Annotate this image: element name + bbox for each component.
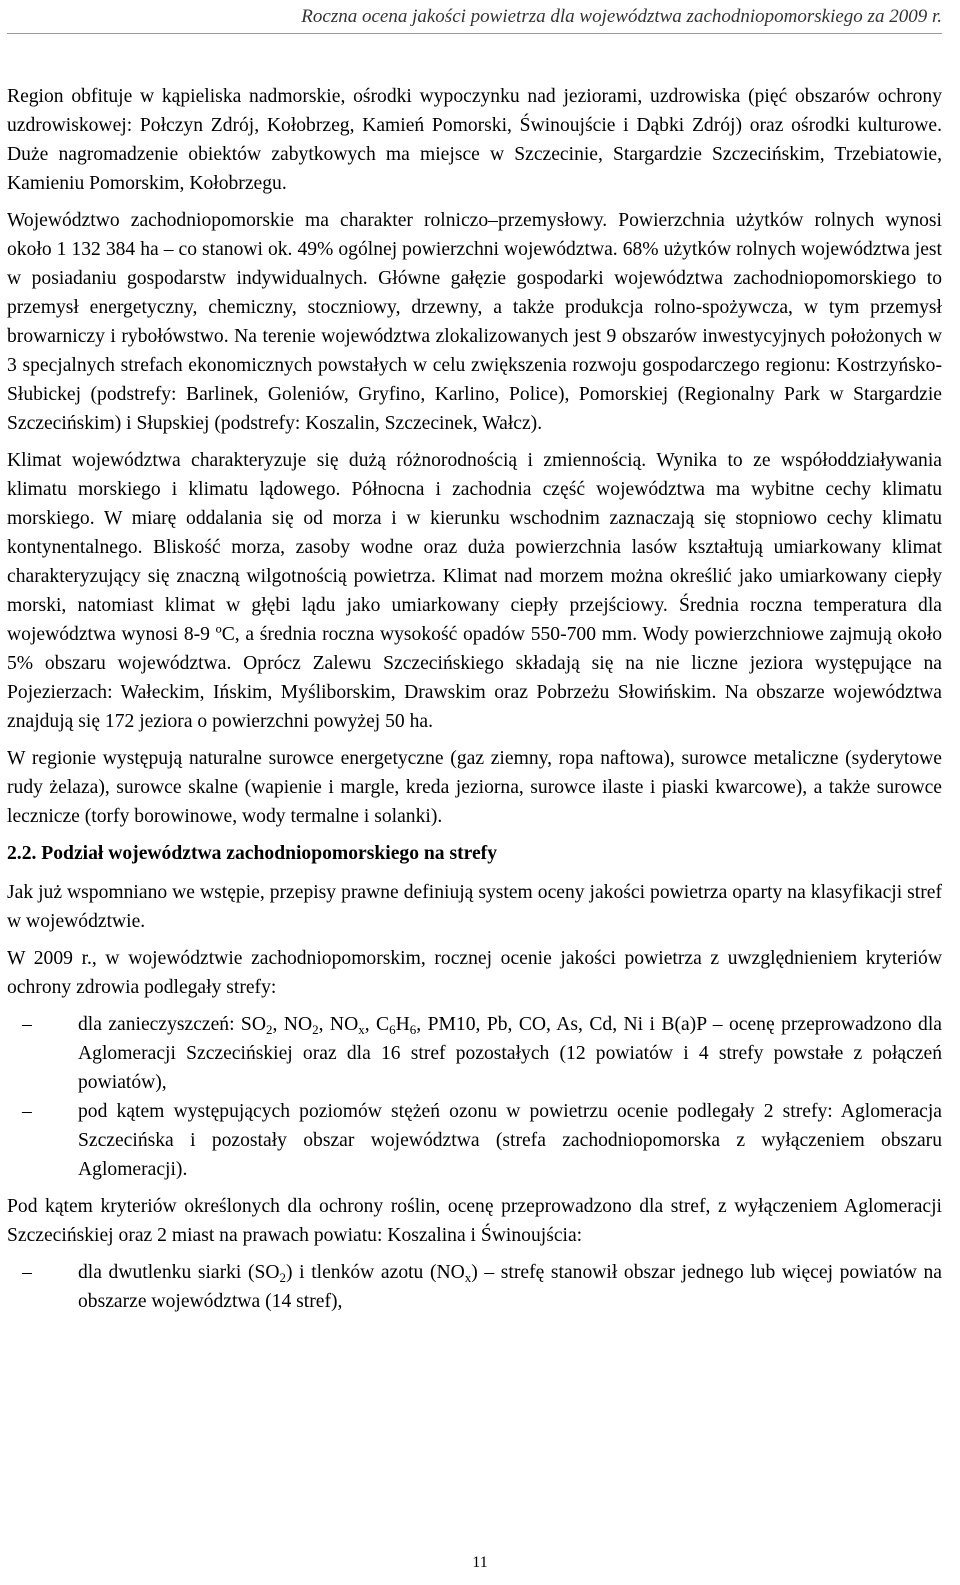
paragraph-plant-protection: Pod kątem kryteriów określonych dla ochrony roślin, ocenę przeprowadzono dla stref, z wyłączeniem Aglomeracji Szczecińskiej oraz 2 miast na prawach powiatu: Koszalina i Świnoujścia: [7, 1196, 942, 1246]
paragraph-zones-2009: W 2009 r., w województwie zachodniopomorskim, rocznej ocenie jakości powietrza z uwzględnieniem kryteriów ochrony zdrowia podlegały strefy: [7, 948, 942, 998]
list-item: – dla zanieczyszczeń: $SO_2$, $NO_2$, $NO_x$, $C_6H_6$, PM10, Pb, CO, As, Cd, Ni i B(a)P – ocenę przeprowadzono dla Aglomeracji Szczecińskiej oraz dla 16 stref pozostałych (12 powiatów i 4 strefy powstałe z połączeń powiatów), [7, 1010, 942, 1097]
dash-bullet: – [22, 1101, 32, 1122]
page-number: 11 [472, 1554, 488, 1571]
paragraph-economy: Województwo zachodniopomorskie ma charakter rolniczo–przemysłowy. Powierzchnia użytków rolnych wynosi około 1 132 384 ha – co stanowi ok. 49% ogólnej powierzchni województwa. 68% użytków rolnych województwa jest w posiadaniu gospodarstw indywidualnych. Główne gałęzie gospodarki województwa zachodniopomorskiego to przemysł energetyczny, chemiczny, stoczniowy, drzewny, a także produkcja rolno-spożywcza, w tym przemysł browarniczy i rybołówstwo. Na terenie województwa zlokalizowanych jest 9 obszarów inwestycyjnych położonych w 3 specjalnych strefach ekonomicznych powstałych w celu zwiększenia rozwoju gospodarczego regionu: Kostrzyńsko-Słubickej (podstrefy: Barlinek, Goleniów, Gryfino, Karlino, Police), Pomorskiej (Regionalny Park w Stargardzie Szczecińskim) i Słupskiej (podstrefy: Koszalin, Szczecinek, Wałcz). [7, 210, 942, 434]
list-item: – pod kątem występujących poziomów stężeń ozonu w powietrzu ocenie podlegały 2 strefy: Aglomeracja Szczecińska i pozostały obszar województwa (strefa zachodniopomorska z wyłączeniem obszaru Aglomeracji). [7, 1097, 942, 1184]
document-body [7, 82, 942, 1324]
dash-bullet: – [22, 1014, 32, 1035]
running-header: Roczna ocena jakości powietrza dla województwa zachodniopomorskiego za 2009 r. [7, 2, 942, 34]
health-criteria-list [7, 1010, 942, 1184]
paragraph-regions: Region obfituje w kąpieliska nadmorskie, ośrodki wypoczynku nad jeziorami, uzdrowiska (pięć obszarów ochrony uzdrowiskowej: Połczyn Zdrój, Kołobrzeg, Kamień Pomorski, Świnoujście i Dąbki Zdrój) oraz ośrodki kulturowe. Duże nagromadzenie obiektów zabytkowych ma miejsce w Szczecinie, Stargardzie Szczecińskim, Trzebiatowie, Kamieniu Pomorskim, Kołobrzegu. [7, 86, 942, 194]
dash-bullet: – [22, 1262, 32, 1283]
paragraph-intro: Jak już wspomniano we wstępie, przepisy prawne definiują system oceny jakości powietrza oparty na klasyfikacji stref w województwie. [7, 882, 942, 932]
list-item: – dla dwutlenku siarki $(SO_2)$ i tlenków azotu $(NO_x)$ – strefę stanowił obszar jednego lub więcej powiatów na obszarze województwa (14 stref), [7, 1258, 942, 1316]
paragraph-resources: W regionie występują naturalne surowce energetyczne (gaz ziemny, ropa naftowa), surowce metaliczne (syderytowe rudy żelaza), surowce skalne (wapienie i margle, kreda jeziorna, surowce ilaste i piaski kwarcowe), a także surowce lecznicze (torfy borowinowe, wody termalne i solanki). [7, 748, 942, 827]
paragraph-climate: Klimat województwa charakteryzuje się dużą różnorodnością i zmiennością. Wynika to ze współoddziaływania klimatu morskiego i klimatu lądowego. Północna i zachodnia część województwa ma wybitne cechy klimatu morskiego. W miarę oddalania się od morza i w kierunku wschodnim zaznaczają się stopniowo cechy klimatu kontynentalnego. Bliskość morza, zasoby wodne oraz duża powierzchnia lasów kształtują umiarkowany klimat charakteryzujący się znaczną wilgotnością powietrza. Klimat nad morzem można określić jako umiarkowany ciepły morski, natomiast klimat w głębi lądu jako umiarkowany ciepły przejściowy. Średnia roczna temperatura dla województwa wynosi 8-9 ºC, a średnia roczna wysokość opadów 550-700 mm. Wody powierzchniowe zajmują około 5% obszaru województwa. Oprócz Zalewu Szczecińskiego składają się na nie liczne jeziora występujące na Pojezierzach: Wałeckim, Ińskim, Myśliborskim, Drawskim oraz Pobrzeżu Słowińskim. Na obszarze województwa znajdują się 172 jeziora o powierzchni powyżej 50 ha. [7, 450, 942, 732]
section-heading: 2.2. Podział województwa zachodniopomorskiego na strefy [7, 843, 497, 864]
plant-criteria-list [7, 1258, 942, 1316]
